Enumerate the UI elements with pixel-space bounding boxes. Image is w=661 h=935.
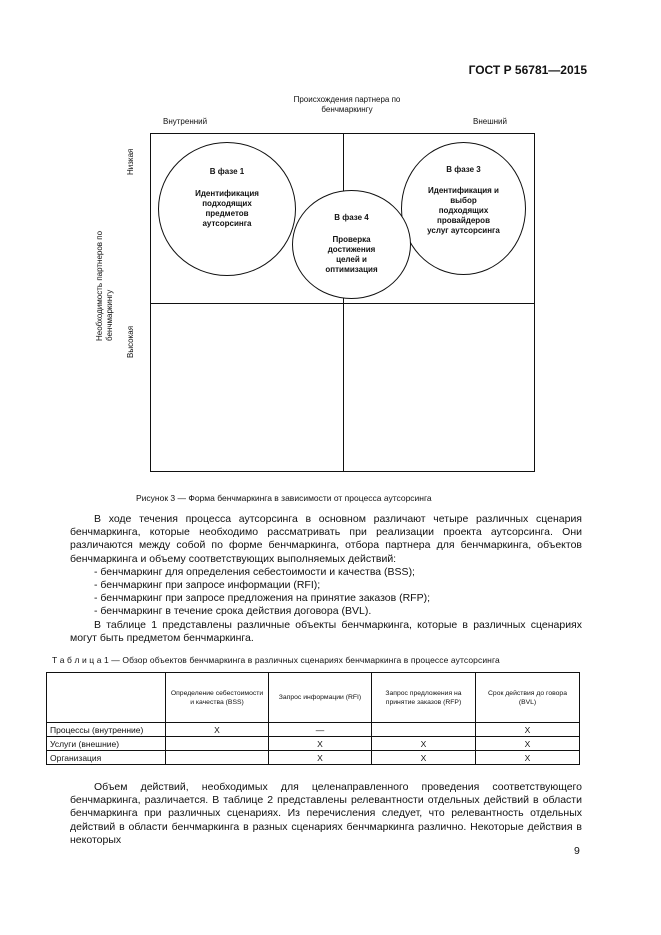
phase-4-body: Проверка достижения целей и оптимизация: [325, 235, 378, 274]
row-label-low: Низкая: [126, 148, 135, 175]
body-section-1: [70, 513, 582, 645]
table-cell: X: [269, 737, 372, 751]
table-header-cell: Определение себестоимости и качества (BSS): [166, 673, 269, 723]
phase-4-circle: [292, 190, 411, 299]
paragraph-1: В ходе течения процесса аутсорсинга в основном различают четыре различных сценария бенчмаркинга, которые необходимо рассматривать при реализации проекта аутсорсинга. Они различаются между собой по форме бенчмаркинга, отбора партнера для бенчмаркинга, объектов бенчмаркинга и объему соответствующих выполняемых действий:: [70, 513, 582, 565]
figure-caption: Рисунок 3 — Форма бенчмаркинга в зависимости от процесса аутсорсинга: [136, 493, 432, 503]
table-header-cell: Запрос информации (RFI): [269, 673, 372, 723]
table-header-cell: Срок действия до говора (BVL): [476, 673, 580, 723]
matrix-horizontal-divider: [150, 303, 535, 304]
phase-4-title: В фазе 4: [334, 213, 369, 222]
table-header-cell: Запрос предложения на принятие заказов (RFP): [372, 673, 476, 723]
action-list: [70, 566, 582, 619]
table-row: [47, 737, 580, 751]
paragraph-2: В таблице 1 представлены различные объекты бенчмаркинга, которые в различных сценариях могут быть предметом бенчмаркинга.: [70, 618, 582, 644]
row-label: Услуги (внешние): [47, 737, 166, 751]
table-row: [47, 751, 580, 765]
phase-1-circle: [158, 142, 296, 276]
objects-table: [46, 672, 580, 765]
phase-1-body: Идентификация подходящих предметов аутсорсинга: [195, 189, 259, 228]
table-header-cell: [47, 673, 166, 723]
table-row: [47, 723, 580, 737]
phase-1-title: В фазе 1: [209, 167, 245, 176]
phase-3-title: В фазе 3: [446, 165, 481, 174]
table-cell: X: [372, 737, 476, 751]
list-item: - бенчмаркинг в течение срока действия договора (BVL).: [94, 605, 372, 618]
phase-3-body: Идентификация и выбор подходящих провайдеров услуг аутсорсинга: [427, 186, 500, 235]
row-label-high: Высокая: [126, 325, 135, 358]
column-label-internal: Внутренний: [163, 117, 208, 126]
table-cell: X: [372, 751, 476, 765]
table-header-row: [47, 673, 580, 723]
table-cell: X: [476, 751, 580, 765]
table-cell: [372, 723, 476, 737]
document-standard-id: ГОСТ Р 56781—2015: [468, 63, 587, 77]
table-title: Т а б л и ц а 1 — Обзор объектов бенчмаркинга в различных сценариях бенчмаркинга в процессе аутсорсинга: [52, 655, 500, 665]
page-number: 9: [574, 845, 580, 857]
column-label-external: Внешний: [473, 117, 507, 126]
table-cell: X: [476, 723, 580, 737]
list-item: - бенчмаркинг для определения себестоимости и качества (BSS);: [94, 565, 415, 578]
list-item: - бенчмаркинг при запросе информации (RFI);: [94, 579, 321, 592]
table-cell: X: [476, 737, 580, 751]
list-item: - бенчмаркинг при запросе предложения на принятие заказов (RFP);: [94, 592, 431, 605]
row-label: Процессы (внутренние): [47, 723, 166, 737]
table-cell: X: [269, 751, 372, 765]
phase-3-circle: [401, 142, 526, 275]
table-cell: [166, 737, 269, 751]
row-label: Организация: [47, 751, 166, 765]
y-axis-title-text: Необходимость партнеров по бенчмаркингу: [95, 230, 114, 341]
table-cell: X: [166, 723, 269, 737]
body-section-2: [70, 781, 582, 847]
y-axis-title: [95, 201, 115, 341]
diagram-top-title: Происхождения партнера по бенчмаркингу: [293, 95, 401, 114]
table-cell: [166, 751, 269, 765]
paragraph-3: Объем действий, необходимых для целенаправленного проведения соответствующего бенчмаркинга, различается. В таблице 2 представлены релевантности отдельных действий в области бенчмаркинга при различных сценариях. Из перечисления следует, что релевантность отдельных действий в области бенчмаркинга в разных сценариях бенчмаркинга различно. Некоторые действия в некоторых: [70, 781, 582, 846]
table-cell: —: [269, 723, 372, 737]
